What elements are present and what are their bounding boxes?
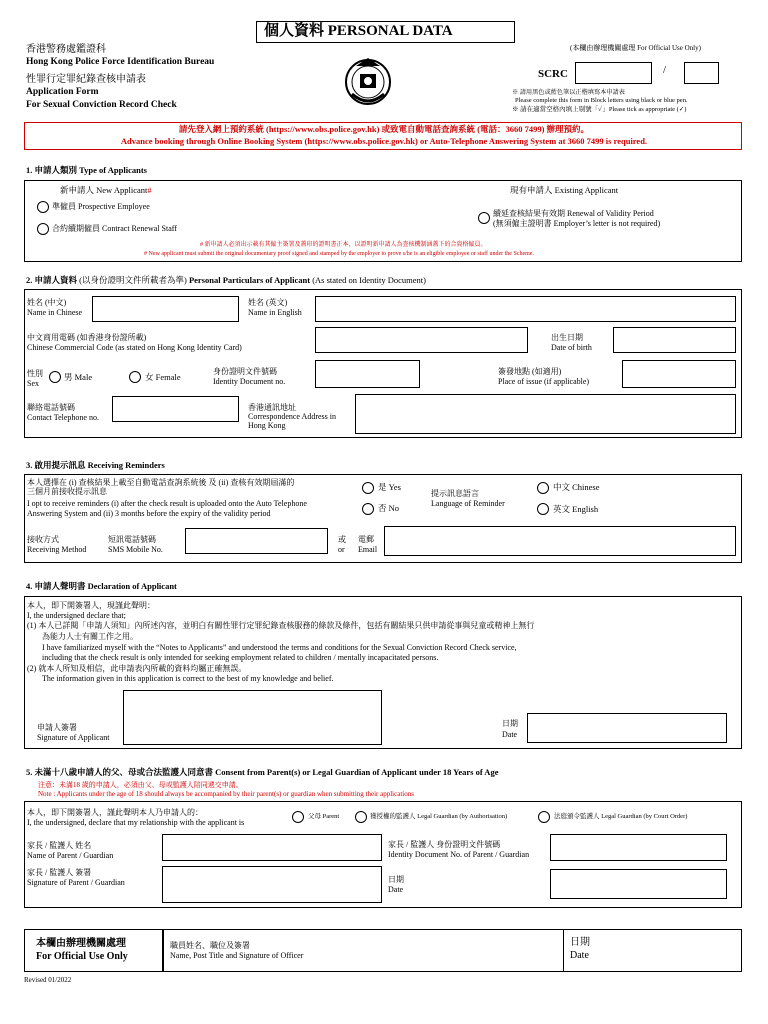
applicant-date-zh: 日期 xyxy=(502,719,518,728)
reminder-language-en: Language of Reminder xyxy=(431,499,505,508)
declaration-line-8: The information given in this application is correct to the best of my knowledge and belief. xyxy=(42,674,334,683)
contract-renewal-radio[interactable] xyxy=(37,223,49,235)
receiving-method-en: Receiving Method xyxy=(27,545,87,554)
email-en: Email xyxy=(358,545,378,554)
parent-signature-en: Signature of Parent / Guardian xyxy=(27,878,125,887)
scrc-field-1[interactable] xyxy=(575,62,652,84)
parent-id-zh: 家長 / 監護人 身份證明文件號碼 xyxy=(388,840,501,849)
guardian-court-radio[interactable] xyxy=(538,811,550,823)
section-3-number: 3. xyxy=(26,460,35,470)
official-date-divider xyxy=(563,930,564,971)
renewal-validity-label: 續延查核結果有效期 Renewal of Validity Period xyxy=(493,209,654,218)
instruction-1-en: Please complete this form in Block letters using black or blue pen. xyxy=(515,97,688,104)
section-3-title xyxy=(26,461,165,471)
relationship-zh: 本人，即下開簽署人，謹此聲明本人乃申請人的： xyxy=(27,808,203,817)
address-en-1: Correspondence Address in xyxy=(248,412,336,421)
parent-name-zh: 家長 / 監護人 姓名 xyxy=(27,841,92,850)
official-date-zh: 日期 xyxy=(570,937,590,948)
reminder-opt-zh-2: 三個月前接收提示訊息 xyxy=(27,487,107,496)
section-1-heading: 申請人類別 Type of Applicants xyxy=(34,165,147,175)
scrc-slash: / xyxy=(663,64,667,76)
section-3-heading: 啟用提示訊息 Receiving Reminders xyxy=(34,460,165,470)
place-of-issue-zh: 簽發地點 (如適用) xyxy=(498,367,562,376)
parent-date-input[interactable] xyxy=(550,869,727,899)
sms-mobile-input[interactable] xyxy=(185,528,328,554)
declaration-line-2: I, the undersigned declare that; xyxy=(27,611,126,620)
revised-date: Revised 01/2022 xyxy=(24,976,72,984)
id-no-input[interactable] xyxy=(315,360,420,388)
section-5-heading: 未滿十八歲申請人的父、母或合法監護人同意書 Consent from Parent(s) or Legal Guardian of Applicant under 18 Years of Age xyxy=(34,767,499,777)
parent-radio[interactable] xyxy=(292,811,304,823)
applicant-date-en: Date xyxy=(502,730,518,739)
dob-zh: 出生日期 xyxy=(551,333,583,342)
name-english-en: Name in English xyxy=(248,308,302,317)
sms-zh: 短訊電話號碼 xyxy=(108,535,156,544)
new-applicant-text: 新申請人 New Applicant xyxy=(60,185,148,195)
section-1-title xyxy=(26,166,147,176)
declaration-line-5: I have familiarized myself with the “Notes to Applicants” and understood the terms and conditions for the Sexual Conviction Record Check service, xyxy=(42,643,517,652)
address-en-2: Hong Kong xyxy=(248,421,286,430)
name-chinese-zh: 姓名 (中文) xyxy=(27,298,67,307)
new-applicant-label xyxy=(60,186,152,196)
ccc-input[interactable] xyxy=(315,327,528,353)
officer-label-zh: 職員姓名、職位及簽署 xyxy=(170,941,250,950)
applicant-signature-en: Signature of Applicant xyxy=(37,733,110,742)
reminder-opt-zh-1: 本人選擇在 (i) 查核結果上載至自動電話查詢系統後 及 (ii) 查核有效期屆滿的 xyxy=(27,478,295,487)
address-input[interactable] xyxy=(355,394,736,434)
declaration-line-1: 本人，即下開簽署人，現謹此聲明： xyxy=(27,601,155,610)
section-5-note-zh: 注意：未滿18 歲的申請人，必須由父、母或監護人陪同遞交申請。 xyxy=(38,781,243,789)
tel-zh: 聯絡電話號碼 xyxy=(27,403,75,412)
declaration-line-6: including that the check result is only intended for seeking employment related to children / mentally incapacitated persons. xyxy=(42,653,439,662)
renewal-validity-radio[interactable] xyxy=(478,212,490,224)
ccc-en: Chinese Commercial Code (as stated on Hong Kong Identity Card) xyxy=(27,343,242,352)
guardian-court-label: 法庭頒令監護人 Legal Guardian (by Court Order) xyxy=(554,813,688,820)
section-1-note-en: # New applicant must submit the original documentary proof signed and stamped by the employer to prove s/he is an eligible employee or staff under the Scheme. xyxy=(144,251,534,257)
email-zh: 電郵 xyxy=(358,535,374,544)
name-english-input[interactable] xyxy=(315,296,736,322)
section-2-number: 2. xyxy=(26,275,35,285)
reminder-opt-en-2: Answering System and (ii) 3 months before the expiry of the validity period xyxy=(27,509,271,518)
new-applicant-hash: # xyxy=(147,185,152,195)
form-en-2: For Sexual Conviction Record Check xyxy=(26,100,177,110)
tel-input[interactable] xyxy=(112,396,239,422)
section-2-heading-en-sub: (As stated on Identity Document) xyxy=(310,275,426,285)
applicant-date-input[interactable] xyxy=(527,713,727,743)
section-4-number: 4. xyxy=(26,581,35,591)
prospective-employee-radio[interactable] xyxy=(37,201,49,213)
reminder-yes-radio[interactable] xyxy=(362,482,374,494)
section-5-note-en: Note : Applicants under the age of 18 should always be accompanied by their parent(s) or guardian when submitting their applications xyxy=(38,790,414,798)
applicant-signature-field[interactable] xyxy=(123,690,382,745)
parent-signature-field[interactable] xyxy=(162,866,382,903)
english-language-radio[interactable] xyxy=(537,503,549,515)
reminder-yes-label: 是 Yes xyxy=(378,482,401,492)
guardian-authorisation-label: 獲授權的監護人 Legal Guardian (by Authorisation) xyxy=(370,813,508,820)
receiving-method-zh: 接收方式 xyxy=(27,535,59,544)
dept-en: Hong Kong Police Force Identification Bureau xyxy=(26,57,215,67)
declaration-line-7: (2) 就本人所知及相信，此申請表內所載的資料均屬正確無誤。 xyxy=(27,664,247,673)
section-5-title xyxy=(26,768,498,778)
scrc-field-2[interactable] xyxy=(684,62,719,84)
sms-en: SMS Mobile No. xyxy=(108,545,163,554)
scrc-label: SCRC xyxy=(538,68,568,80)
section-5-number: 5. xyxy=(26,767,35,777)
place-of-issue-input[interactable] xyxy=(622,360,736,388)
officer-label-en: Name, Post Title and Signature of Officer xyxy=(170,951,304,960)
reminder-opt-en-1: I opt to receive reminders (i) after the check result is uploaded onto the Auto Telephone xyxy=(27,499,307,508)
chinese-language-radio[interactable] xyxy=(537,482,549,494)
section-2-title xyxy=(26,276,426,286)
police-emblem-icon xyxy=(342,52,394,112)
section-2-heading-en: Personal Particulars of Applicant xyxy=(188,275,311,285)
guardian-authorisation-radio[interactable] xyxy=(355,811,367,823)
dob-input[interactable] xyxy=(613,327,736,353)
tel-en: Contact Telephone no. xyxy=(27,413,99,422)
section-4-title xyxy=(26,582,177,592)
id-no-zh: 身份證明文件號碼 xyxy=(213,367,277,376)
male-radio[interactable] xyxy=(49,371,61,383)
section-2-heading-sub: (以身份證明文件所載者為準) xyxy=(77,275,189,285)
reminder-no-label: 否 No xyxy=(378,503,400,513)
relationship-en: I, the undersigned, declare that my relationship with the applicant is xyxy=(27,818,245,827)
section-4-heading: 申請人聲明書 Declaration of Applicant xyxy=(34,581,177,591)
name-chinese-en: Name in Chinese xyxy=(27,308,83,317)
declaration-line-3: (1) 本人已詳閱「申請人須知」內所述內容，並明白有關性罪行定罪紀錄查核服務的條款及條件，包括有關結果只供申請從事與兒童或精神上無行 xyxy=(27,621,535,630)
page-title: 個人資料 PERSONAL DATA xyxy=(264,23,453,39)
section-1-number: 1. xyxy=(26,165,35,175)
place-of-issue-en: Place of issue (if applicable) xyxy=(498,377,590,386)
id-no-en: Identity Document no. xyxy=(213,377,286,386)
parent-name-en: Name of Parent / Guardian xyxy=(27,851,114,860)
ccc-zh: 中文商用電碼 (如香港身份證所載) xyxy=(27,333,147,342)
section-2-heading: 申請人資料 xyxy=(34,275,78,285)
section-1-note-zh: # 新申請人必須出示載有其僱主簽署及蓋印的證明書正本，以證明新申請人為查核機制涵蓋下的合資格僱員。 xyxy=(200,242,487,248)
dob-en: Date of birth xyxy=(551,343,592,352)
reminder-no-radio[interactable] xyxy=(362,503,374,515)
booking-line-2: Advance booking through Online Booking System (https://www.obs.police.gov.hk) or Auto-Telephone Answering System at 3660 7499 is required. xyxy=(120,136,648,146)
english-language-label: 英文 English xyxy=(553,504,599,514)
dept-zh: 香港警務處鑑證科 xyxy=(26,44,106,55)
parent-label: 父母 Parent xyxy=(308,813,340,820)
official-use-zh: 本欄由辦理機關處理 xyxy=(36,938,126,949)
instruction-1-zh: ※ 請用黑色或藍色筆以正楷填寫本申請表 xyxy=(512,89,625,96)
declaration-line-4: 為能力人士有關工作之用。 xyxy=(42,632,138,641)
instruction-2: ※ 請在適當空格內填上剔號「✓」Please tick as appropriate (✓) xyxy=(512,106,687,113)
chinese-language-label: 中文 Chinese xyxy=(553,482,600,492)
name-chinese-input[interactable] xyxy=(92,296,239,322)
female-radio[interactable] xyxy=(129,371,141,383)
female-label: 女 Female xyxy=(145,372,181,382)
reminder-language-zh: 提示訊息語言 xyxy=(431,489,479,498)
form-zh: 性罪行定罪紀錄查核申請表 xyxy=(26,74,146,85)
official-use-en: For Official Use Only xyxy=(36,951,128,962)
parent-name-input[interactable] xyxy=(162,834,382,861)
parent-date-en: Date xyxy=(388,885,404,894)
prospective-employee-label: 準僱員 Prospective Employee xyxy=(52,202,150,211)
booking-line-1: 請先登入網上預約系統 (https://www.obs.police.gov.hk) 或致電自動電話查詢系統 (電話：3660 7499) 辦理預約。 xyxy=(178,124,590,134)
employer-letter-note: (無須僱主證明書 Employer’s letter is not required) xyxy=(493,219,661,228)
official-date-en: Date xyxy=(570,950,589,961)
existing-applicant-label: 現有申請人 Existing Applicant xyxy=(510,185,619,195)
form-en-1: Application Form xyxy=(26,87,99,97)
parent-date-zh: 日期 xyxy=(388,875,404,884)
male-label: 男 Male xyxy=(64,372,93,382)
email-input[interactable] xyxy=(384,526,736,556)
sex-en: Sex xyxy=(27,379,39,388)
sex-zh: 性別 xyxy=(27,369,43,378)
address-zh: 香港通訊地址 xyxy=(248,403,296,412)
parent-id-en: Identity Document No. of Parent / Guardian xyxy=(388,850,530,859)
parent-id-input[interactable] xyxy=(550,834,727,861)
official-use-divider xyxy=(162,930,164,971)
contract-renewal-label: 合約續期僱員 Contract Renewal Staff xyxy=(52,224,177,233)
or-zh: 或 xyxy=(338,535,346,544)
or-en: or xyxy=(338,545,345,554)
applicant-signature-zh: 申請人簽署 xyxy=(37,723,77,732)
parent-signature-zh: 家長 / 監護人 簽署 xyxy=(27,868,92,877)
official-use-note: (本欄由辦理機關處理 For Official Use Only) xyxy=(570,44,701,52)
name-english-zh: 姓名 (英文) xyxy=(248,298,288,307)
official-use-frame xyxy=(24,929,742,972)
